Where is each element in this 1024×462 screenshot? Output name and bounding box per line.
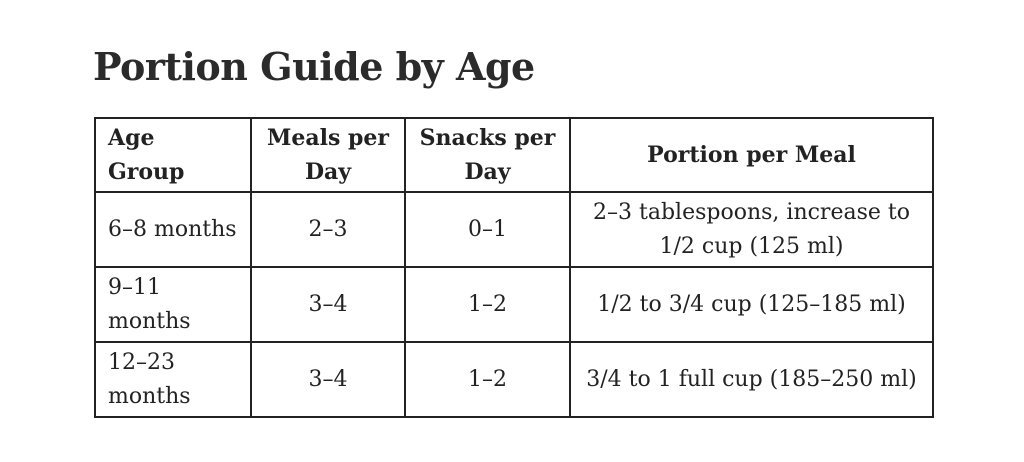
- header-row: [95, 118, 933, 192]
- header-meals-per-day: Meals per Day: [251, 118, 405, 192]
- cell-portion-per-meal: 2–3 tablespoons, increase to 1/2 cup (125 ml): [570, 192, 933, 267]
- cell-meals-per-day: 2–3: [251, 192, 405, 267]
- cell-age-group: 6–8 months: [95, 192, 251, 267]
- cell-snacks-per-day: 1–2: [405, 267, 570, 342]
- table-header: [95, 118, 933, 192]
- header-age-group: Age Group: [95, 118, 251, 192]
- cell-meals-per-day: 3–4: [251, 267, 405, 342]
- cell-portion-per-meal: 1/2 to 3/4 cup (125–185 ml): [570, 267, 933, 342]
- cell-snacks-per-day: 1–2: [405, 342, 570, 417]
- table-row: [95, 342, 933, 417]
- cell-age-group: 9–11 months: [95, 267, 251, 342]
- table-row: [95, 267, 933, 342]
- cell-portion-per-meal: 3/4 to 1 full cup (185–250 ml): [570, 342, 933, 417]
- page-title: Portion Guide by Age: [93, 44, 535, 89]
- table-body: [95, 192, 933, 417]
- table-row: [95, 192, 933, 267]
- header-portion-per-meal: Portion per Meal: [570, 118, 933, 192]
- header-snacks-per-day: Snacks per Day: [405, 118, 570, 192]
- portion-table: [94, 117, 934, 418]
- cell-snacks-per-day: 0–1: [405, 192, 570, 267]
- cell-meals-per-day: 3–4: [251, 342, 405, 417]
- cell-age-group: 12–23 months: [95, 342, 251, 417]
